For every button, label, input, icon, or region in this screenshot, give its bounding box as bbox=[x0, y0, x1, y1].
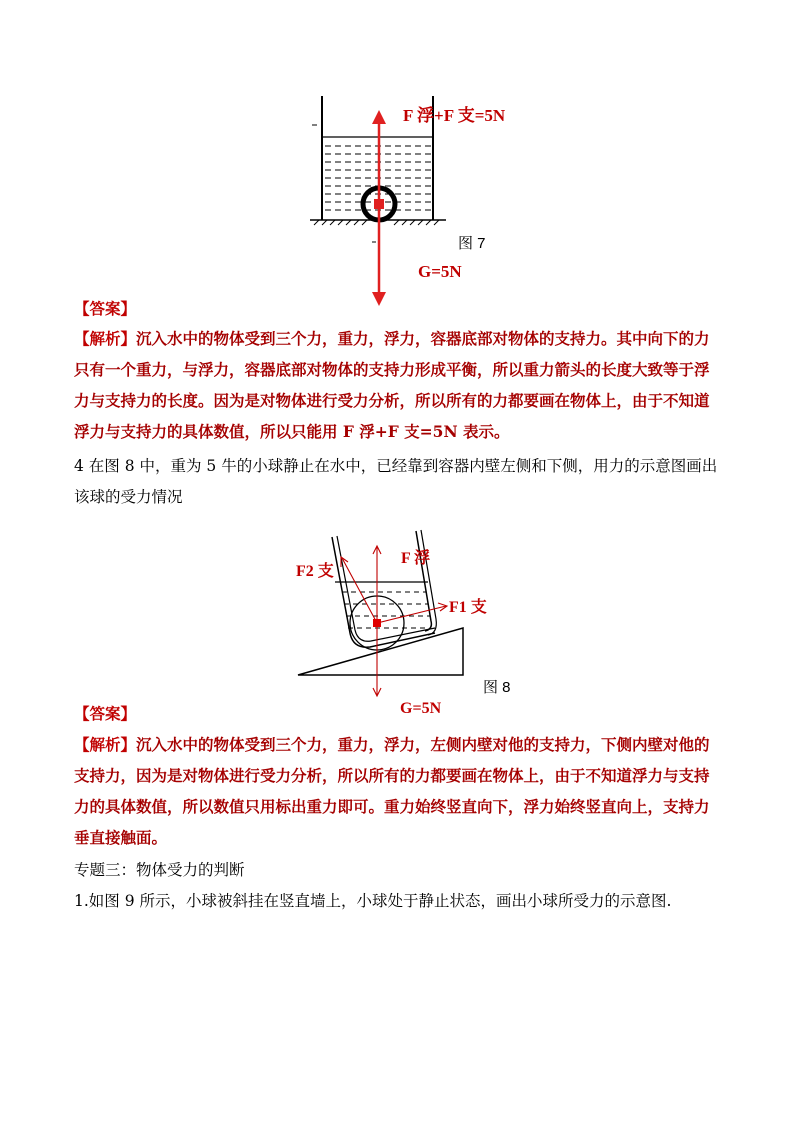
analysis-line: 力的具体数值，所以数值只用标出重力即可。重力始终竖直向下，浮力始终竖直向上，支持力 bbox=[74, 797, 710, 816]
f-float-label: F 浮 bbox=[401, 550, 431, 567]
topic-3-question-1: 1.如图 9 所示，小球被斜挂在竖直墙上，小球处于静止状态，画出小球所受力的示意图. bbox=[74, 892, 672, 910]
answer-heading-2: 【答案】 bbox=[74, 704, 137, 723]
analysis-line: 浮力与支持力的具体数值，所以只能用 F 浮+F 支=5N 表示。 bbox=[74, 422, 510, 441]
force-label-gravity: G=5N bbox=[418, 262, 462, 281]
question-4-line: 4 在图 8 中，重为 5 牛的小球静止在水中，已经靠到容器内壁左侧和下侧，用力的示意图画出 bbox=[74, 457, 718, 475]
analysis-tag-1: 【解析】 bbox=[74, 329, 137, 348]
analysis-line: 只有一个重力，与浮力，容器底部对物体的支持力形成平衡，所以重力箭头的长度大致等于浮 bbox=[74, 360, 710, 379]
topic-3-title: 专题三：物体受力的判断 bbox=[74, 861, 245, 879]
answer-heading-1: 【答案】 bbox=[74, 299, 137, 318]
analysis-line: 支持力，因为是对物体进行受力分析，所以所有的力都要画在物体上，由于不知道浮力与支持 bbox=[74, 766, 710, 785]
f1-support-label: F1 支 bbox=[449, 599, 487, 616]
figure-7-label: 图 7 bbox=[458, 235, 486, 252]
analysis-paragraph-1 bbox=[74, 329, 710, 349]
analysis-paragraph-2 bbox=[74, 735, 710, 755]
figure-8-label: 图 8 bbox=[483, 679, 511, 696]
analysis-line: 垂直接触面。 bbox=[74, 828, 168, 847]
analysis-line: 沉入水中的物体受到三个力，重力，浮力，左侧内壁对他的支持力，下侧内壁对他的 bbox=[136, 735, 710, 754]
analysis-line: 沉入水中的物体受到三个力，重力，浮力，容器底部对物体的支持力。其中向下的力 bbox=[136, 329, 710, 348]
question-4-line: 该球的受力情况 bbox=[74, 488, 183, 506]
gravity-label-8: G=5N bbox=[400, 700, 442, 717]
analysis-line: 力与支持力的长度。因为是对物体进行受力分析，所以所有的力都要画在物体上，由于不知道 bbox=[74, 391, 710, 410]
force-label-up: F 浮+F 支=5N bbox=[403, 106, 506, 125]
analysis-tag-2: 【解析】 bbox=[74, 735, 137, 754]
f2-support-label: F2 支 bbox=[296, 563, 334, 580]
